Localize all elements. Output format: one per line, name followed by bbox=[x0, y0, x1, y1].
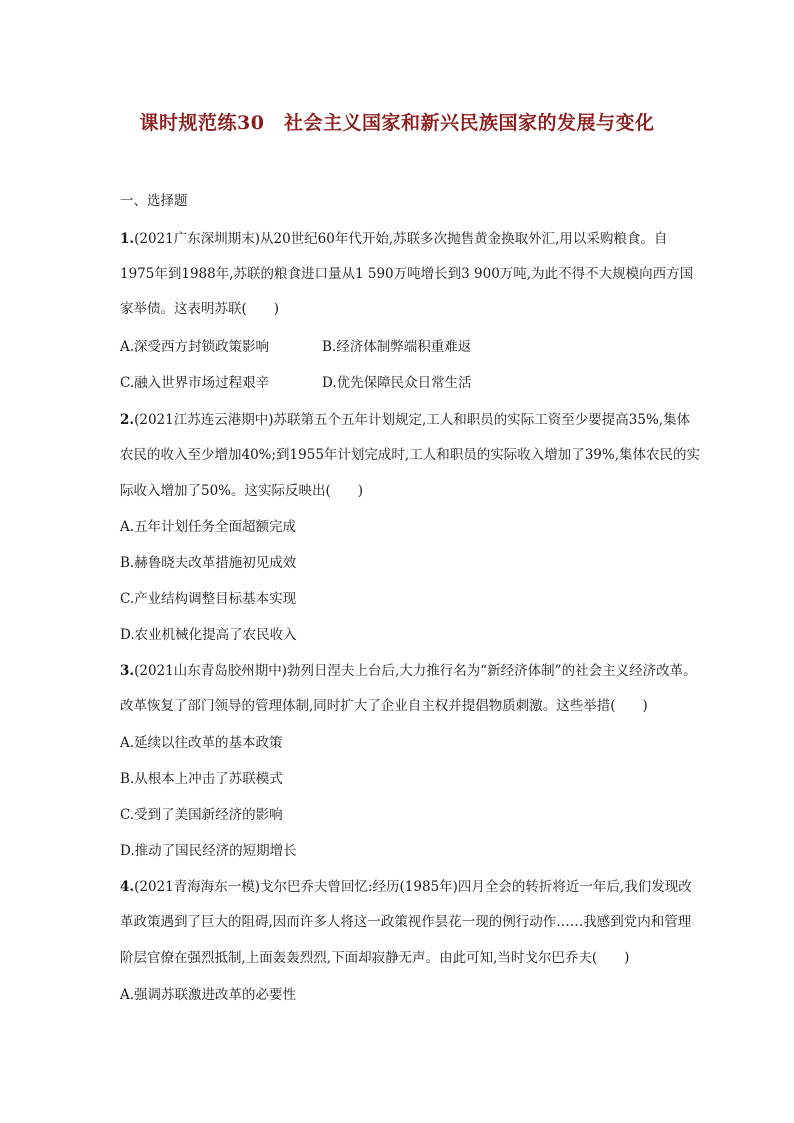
question-4-number: 4. bbox=[120, 879, 135, 895]
question-3-line-2: 改革恢复了部门领导的管理体制,同时扩大了企业自主权并提倡物质刺激。这些举措( ) bbox=[120, 698, 648, 714]
question-3-option-a: A.延续以往改革的基本政策 bbox=[120, 735, 283, 751]
question-2-number: 2. bbox=[120, 412, 135, 428]
question-4-option-a: A.强调苏联激进改革的必要性 bbox=[120, 987, 297, 1003]
page-title: 课时规范练30 社会主义国家和新兴民族国家的发展与变化 bbox=[139, 112, 655, 134]
question-1-option-a: A.深受西方封锁政策影响 bbox=[120, 339, 270, 355]
question-4-line-1: 4.(2021青海海东一模)戈尔巴乔夫曾回忆:经历(1985年)四月全会的转折将近一年后,我们发现改 bbox=[120, 879, 692, 895]
question-2-line-3: 际收入增加了50%。这实际反映出( ) bbox=[120, 483, 364, 499]
question-2-option-c: C.产业结构调整目标基本实现 bbox=[120, 591, 297, 607]
question-2-option-a: A.五年计划任务全面超额完成 bbox=[120, 519, 297, 535]
question-1-option-d: D.优先保障民众日常生活 bbox=[322, 375, 472, 391]
question-1-line-3: 家举债。这表明苏联( ) bbox=[120, 301, 280, 317]
question-2-option-b: B.赫鲁晓夫改革措施初见成效 bbox=[120, 555, 297, 571]
question-3-option-c: C.受到了美国新经济的影响 bbox=[120, 807, 283, 823]
question-3-option-b: B.从根本上冲击了苏联模式 bbox=[120, 771, 283, 787]
question-3-number: 3. bbox=[120, 663, 135, 679]
question-1-number: 1. bbox=[120, 231, 135, 247]
question-2-line-1: 2.(2021江苏连云港期中)苏联第五个五年计划规定,工人和职员的实际工资至少要提高35%,集体 bbox=[120, 412, 691, 428]
question-1-option-c: C.融入世界市场过程艰辛 bbox=[120, 375, 270, 391]
question-3-option-d: D.推动了国民经济的短期增长 bbox=[120, 843, 297, 859]
question-1-line-1: 1.(2021广东深圳期末)从20世纪60年代开始,苏联多次抛售黄金换取外汇,用以采购粮食。自 bbox=[120, 231, 668, 247]
question-3-line-1: 3.(2021山东青岛胶州期中)勃列日涅夫上台后,大力推行名为“新经济体制”的社会主义经济改革。 bbox=[120, 663, 697, 679]
question-4-line-2: 革政策遇到了巨大的阻碍,因而许多人将这一政策视作昙花一现的例行动作……我感到党内和管理 bbox=[120, 914, 692, 930]
question-4-line-3: 阶层官僚在强烈抵制,上面轰轰烈烈,下面却寂静无声。由此可知,当时戈尔巴乔夫( ) bbox=[120, 950, 630, 966]
question-1-option-b: B.经济体制弊端积重难返 bbox=[322, 339, 472, 355]
question-2-option-d: D.农业机械化提高了农民收入 bbox=[120, 627, 297, 643]
question-1-line-2: 1975年到1988年,苏联的粮食进口量从1 590万吨增长到3 900万吨,为此不得不大规模向西方国 bbox=[120, 266, 694, 282]
question-2-line-2: 农民的收入至少增加40%;到1955年计划完成时,工人和职员的实际收入增加了39%,集体农民的实 bbox=[120, 447, 700, 463]
section-heading: 一、选择题 bbox=[120, 193, 188, 209]
